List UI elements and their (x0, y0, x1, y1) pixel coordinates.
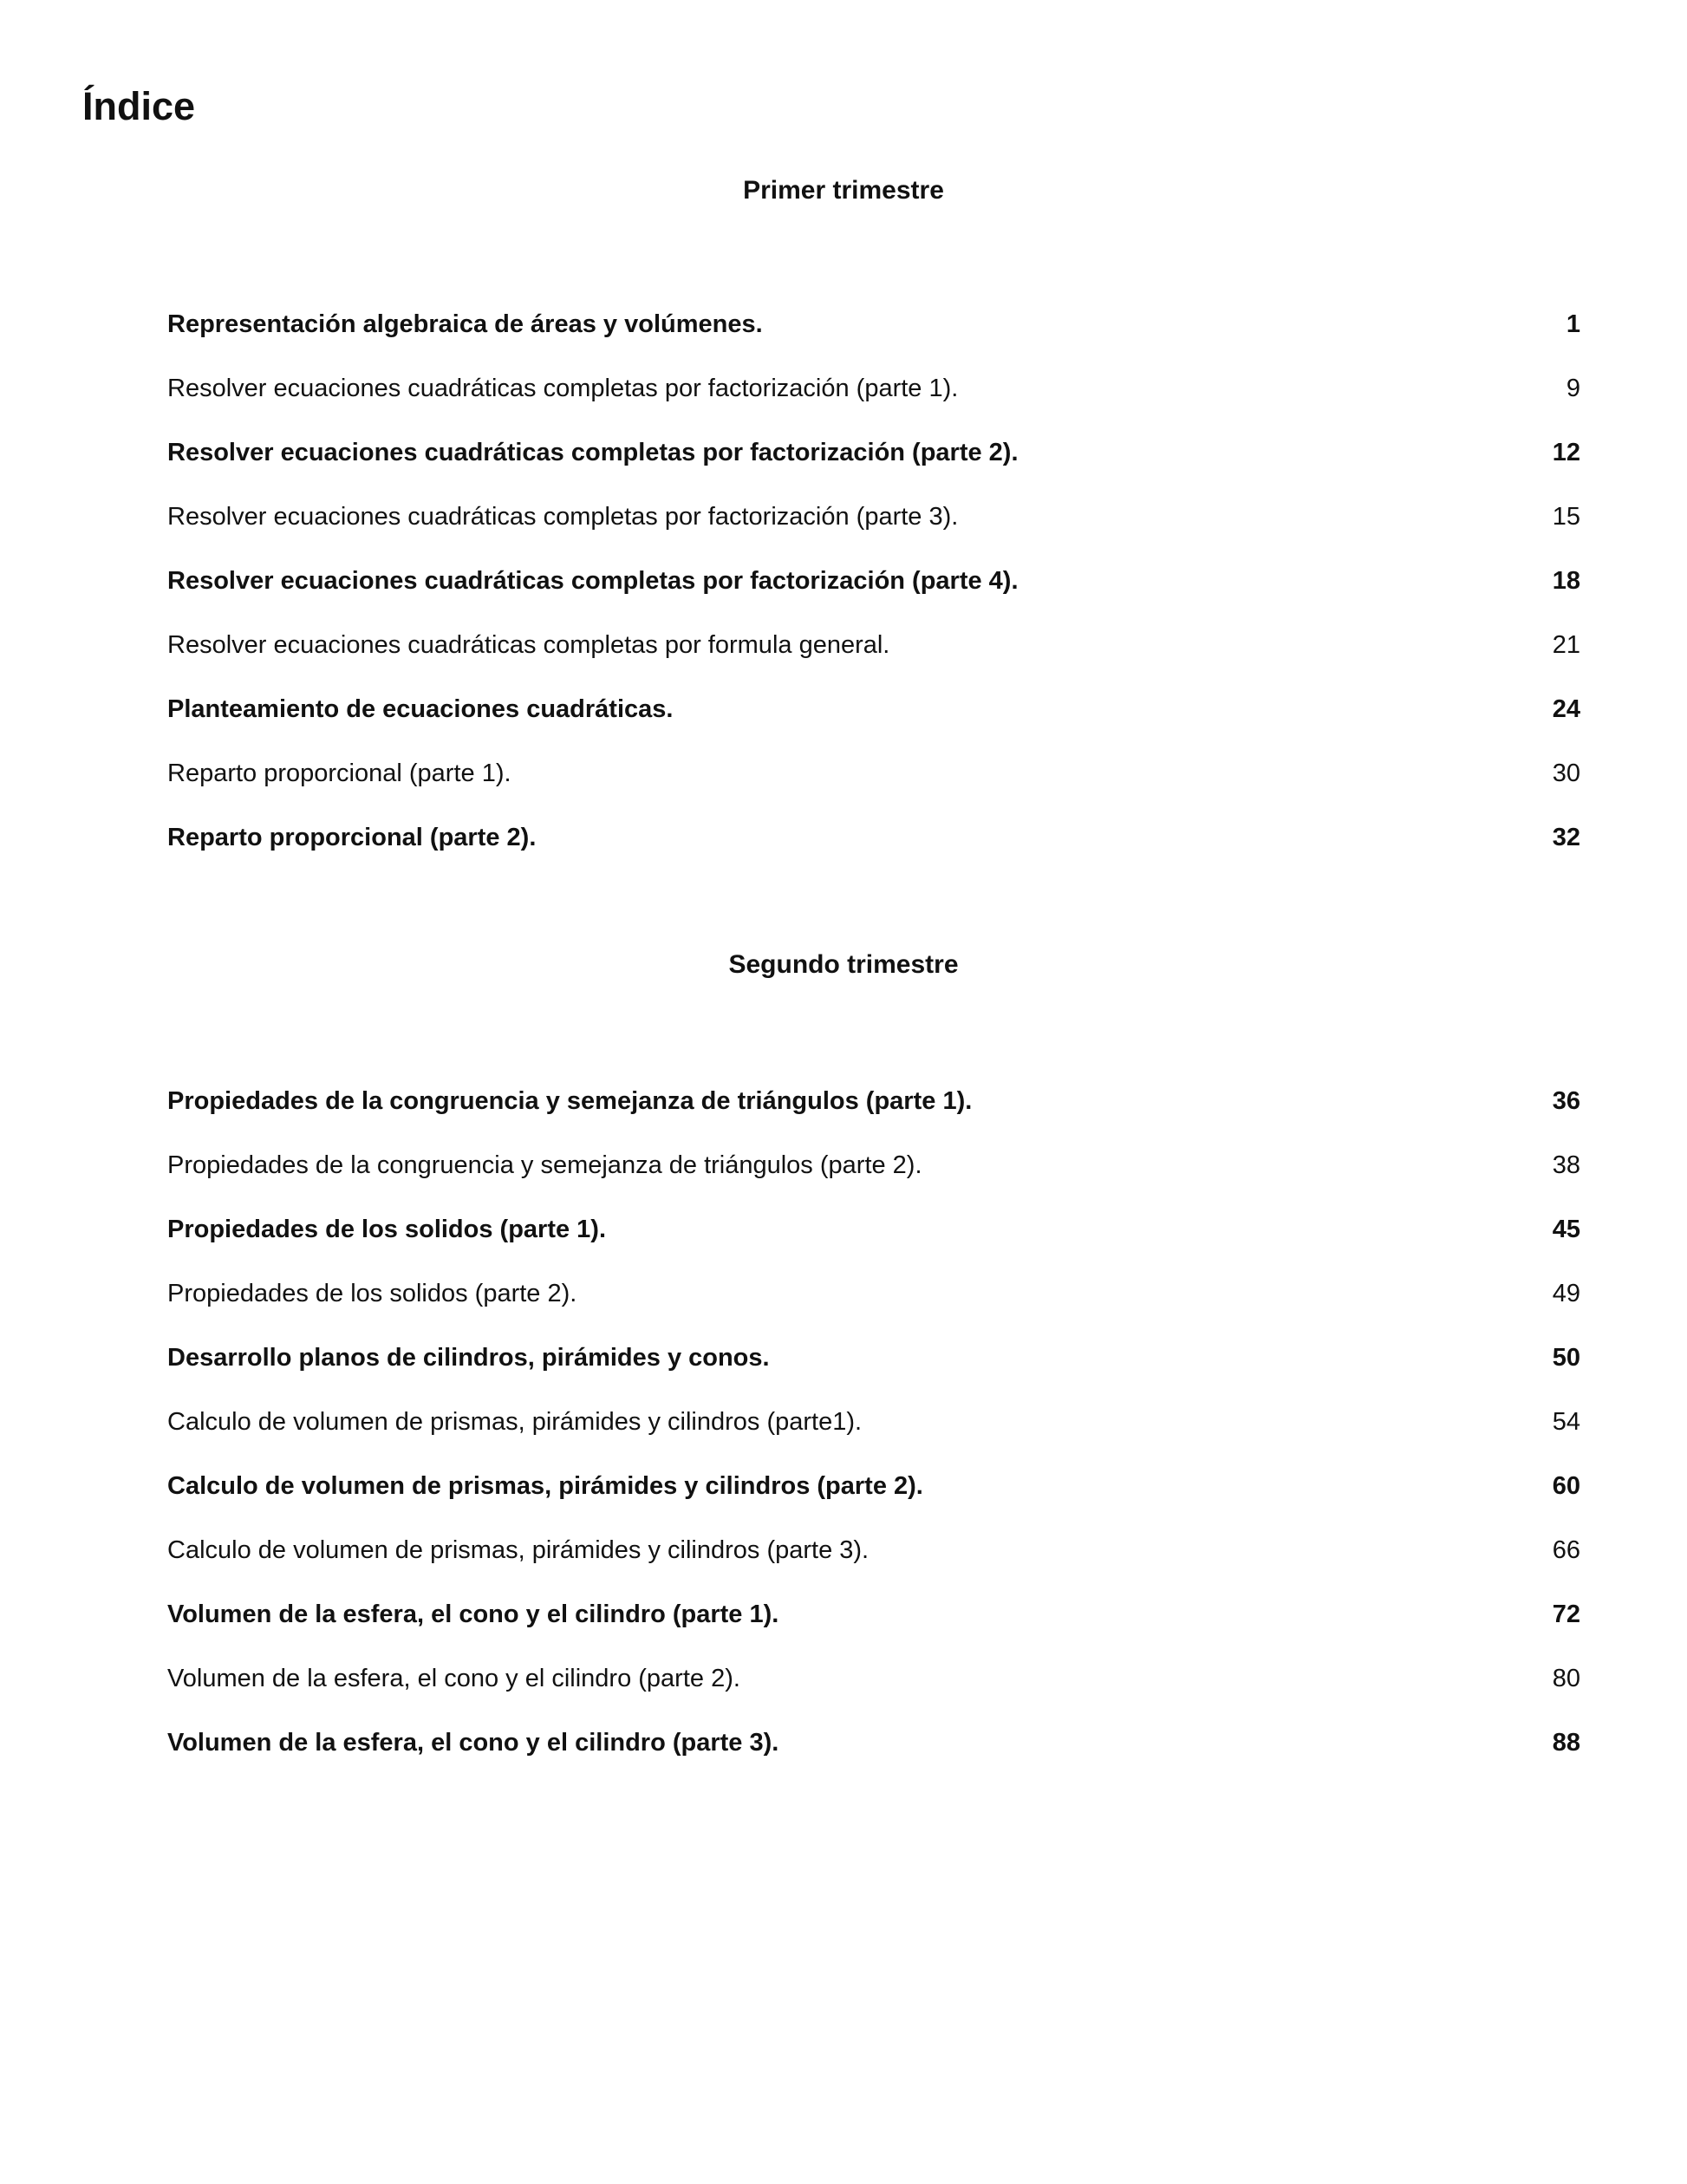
page-title: Índice (82, 84, 196, 128)
toc-entry-label: Resolver ecuaciones cuadráticas completas por factorización (parte 4). (167, 567, 1019, 595)
toc-entry-label: Resolver ecuaciones cuadráticas completas por factorización (parte 1). (167, 375, 959, 402)
toc-entry-page: 1 (1566, 310, 1580, 338)
toc-entry-page: 15 (1552, 503, 1580, 531)
toc-entry-page: 18 (1552, 567, 1580, 595)
toc-entry-page: 21 (1552, 631, 1580, 659)
toc-entry-label: Propiedades de la congruencia y semejanza de triángulos (parte 1). (167, 1087, 973, 1115)
toc-row (167, 1344, 1580, 1408)
toc-entry-label: Resolver ecuaciones cuadráticas completas por factorización (parte 3). (167, 503, 959, 531)
toc-entry-page: 72 (1552, 1601, 1580, 1628)
toc-row (167, 1216, 1580, 1280)
toc-row (167, 1665, 1580, 1729)
toc-entry-label: Representación algebraica de áreas y volúmenes. (167, 310, 763, 338)
toc-row (167, 824, 1580, 888)
toc-row (167, 631, 1580, 695)
toc-list-primer-trimestre (167, 310, 1580, 888)
toc-row (167, 1087, 1580, 1151)
toc-entry-label: Reparto proporcional (parte 2). (167, 824, 537, 851)
toc-entry-label: Resolver ecuaciones cuadráticas completas por factorización (parte 2). (167, 439, 1019, 466)
toc-row (167, 1151, 1580, 1216)
toc-row (167, 439, 1580, 503)
toc-entry-label: Volumen de la esfera, el cono y el cilindro (parte 3). (167, 1729, 779, 1757)
toc-entry-page: 24 (1552, 695, 1580, 723)
toc-entry-label: Volumen de la esfera, el cono y el cilindro (parte 2). (167, 1665, 740, 1692)
toc-list-segundo-trimestre (167, 1087, 1580, 1793)
toc-row (167, 1729, 1580, 1793)
toc-row (167, 695, 1580, 760)
toc-entry-label: Desarrollo planos de cilindros, pirámides y conos. (167, 1344, 770, 1372)
section-heading-segundo-trimestre: Segundo trimestre (728, 950, 959, 979)
toc-entry-page: 88 (1552, 1729, 1580, 1757)
toc-entry-label: Calculo de volumen de prismas, pirámides y cilindros (parte1). (167, 1408, 863, 1436)
toc-row (167, 1472, 1580, 1536)
toc-entry-label: Propiedades de la congruencia y semejanza de triángulos (parte 2). (167, 1151, 922, 1179)
toc-entry-label: Calculo de volumen de prismas, pirámides y cilindros (parte 3). (167, 1536, 870, 1564)
toc-entry-page: 36 (1552, 1087, 1580, 1115)
toc-row (167, 567, 1580, 631)
toc-entry-page: 32 (1552, 824, 1580, 851)
toc-entry-page: 80 (1552, 1665, 1580, 1692)
toc-row (167, 310, 1580, 375)
toc-entry-page: 12 (1552, 439, 1580, 466)
toc-entry-page: 49 (1552, 1280, 1580, 1307)
toc-row (167, 760, 1580, 824)
section-heading-primer-trimestre: Primer trimestre (743, 176, 944, 205)
toc-entry-label: Volumen de la esfera, el cono y el cilindro (parte 1). (167, 1601, 779, 1628)
toc-entry-page: 45 (1552, 1216, 1580, 1243)
toc-entry-label: Reparto proporcional (parte 1). (167, 760, 511, 787)
toc-entry-page: 60 (1552, 1472, 1580, 1500)
toc-entry-label: Propiedades de los solidos (parte 2). (167, 1280, 577, 1307)
toc-row (167, 1280, 1580, 1344)
toc-entry-label: Propiedades de los solidos (parte 1). (167, 1216, 607, 1243)
toc-entry-label: Calculo de volumen de prismas, pirámides y cilindros (parte 2). (167, 1472, 923, 1500)
toc-row (167, 1536, 1580, 1601)
toc-entry-page: 54 (1552, 1408, 1580, 1436)
toc-entry-label: Planteamiento de ecuaciones cuadráticas. (167, 695, 674, 723)
toc-entry-page: 66 (1552, 1536, 1580, 1564)
toc-row (167, 1408, 1580, 1472)
toc-row (167, 1601, 1580, 1665)
toc-entry-label: Resolver ecuaciones cuadráticas completas por formula general. (167, 631, 890, 659)
toc-entry-page: 9 (1566, 375, 1580, 402)
toc-row (167, 503, 1580, 567)
toc-row (167, 375, 1580, 439)
toc-entry-page: 38 (1552, 1151, 1580, 1179)
toc-entry-page: 50 (1552, 1344, 1580, 1372)
toc-entry-page: 30 (1552, 760, 1580, 787)
